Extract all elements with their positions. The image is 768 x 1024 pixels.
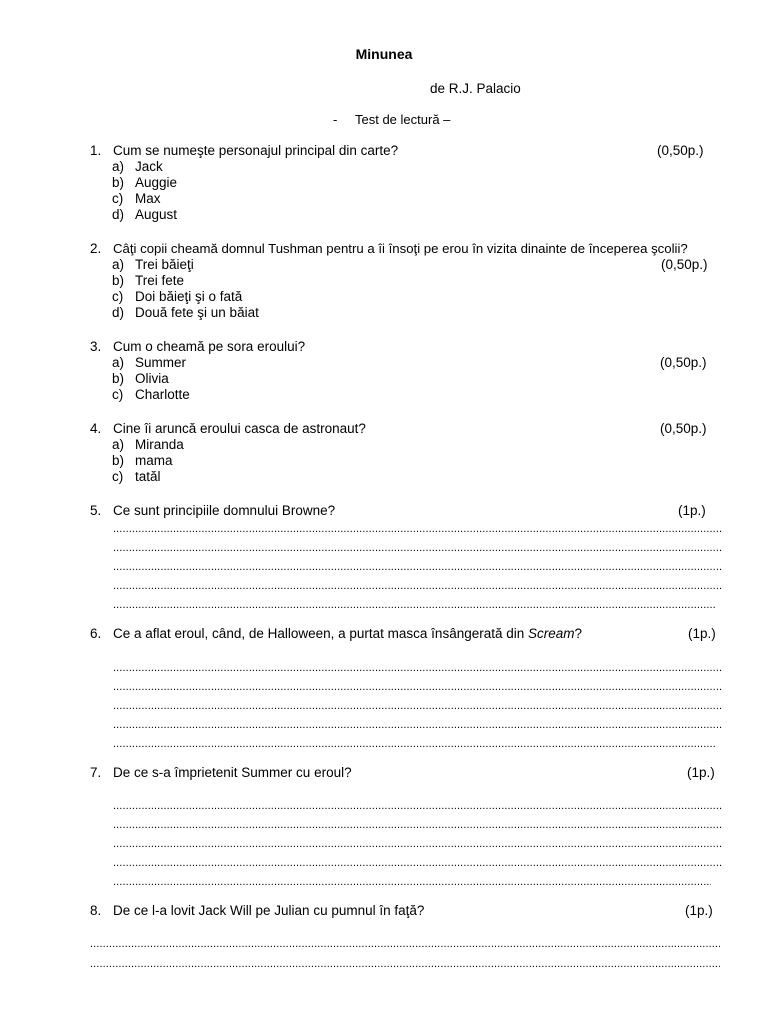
question-number: 3. xyxy=(90,339,102,354)
answer-line[interactable] xyxy=(113,876,711,888)
question-points: (0,50p.) xyxy=(660,355,707,370)
answer-option xyxy=(90,175,730,191)
answer-line[interactable] xyxy=(113,662,723,674)
answer-line[interactable] xyxy=(113,857,723,869)
question-text xyxy=(113,626,582,642)
question-number: 7. xyxy=(90,765,102,780)
question-8 xyxy=(90,903,730,919)
subtitle-line xyxy=(333,112,450,127)
answer-line[interactable] xyxy=(113,800,723,812)
question-text-italic: Scream xyxy=(528,626,575,641)
answer-line[interactable] xyxy=(90,938,720,950)
question-text-end: ? xyxy=(574,626,583,641)
question-text: Ce sunt principiile domnului Browne? xyxy=(113,503,336,518)
question-number: 1. xyxy=(90,143,102,158)
option-letter: b) xyxy=(112,453,125,468)
question-number: 8. xyxy=(90,903,102,918)
page-title: Minunea xyxy=(355,46,413,62)
answer-option xyxy=(90,207,730,223)
option-text: Charlotte xyxy=(135,387,190,402)
question-3 xyxy=(90,339,730,403)
question-text: Cine îi aruncă eroului casca de astronaut? xyxy=(113,421,366,436)
question-text: Câţi copii cheamă domnul Tushman pentru a îi însoţi pe erou în vizita dinainte de începerea şcolii? xyxy=(113,241,688,256)
option-letter: c) xyxy=(112,289,124,304)
option-letter: c) xyxy=(112,469,124,484)
question-2 xyxy=(90,241,730,321)
answer-line[interactable] xyxy=(113,599,715,611)
answer-line[interactable] xyxy=(113,580,723,592)
subtitle-text: Test de lectură – xyxy=(355,112,451,127)
question-points: (1p.) xyxy=(678,503,706,518)
option-letter: b) xyxy=(112,175,125,190)
option-text: Olivia xyxy=(135,371,169,386)
answer-option xyxy=(90,273,730,289)
answer-line[interactable] xyxy=(113,523,723,535)
option-letter: b) xyxy=(112,273,125,288)
question-text: Cum o cheamă pe sora eroului? xyxy=(113,339,306,354)
option-text: Două fete şi un băiat xyxy=(135,305,259,320)
question-6 xyxy=(90,626,730,642)
option-text: Max xyxy=(135,191,161,206)
answer-line[interactable] xyxy=(113,542,723,554)
question-text: De ce l-a lovit Jack Will pe Julian cu pumnul în faţă? xyxy=(113,903,425,918)
option-text: Jack xyxy=(135,159,163,174)
answer-line[interactable] xyxy=(113,819,723,831)
answer-option xyxy=(90,469,730,485)
question-4 xyxy=(90,421,730,485)
option-letter: a) xyxy=(112,159,125,174)
option-letter: c) xyxy=(112,387,124,402)
question-points: (1p.) xyxy=(685,903,713,918)
answer-line[interactable] xyxy=(113,719,723,731)
option-letter: a) xyxy=(112,257,125,272)
answer-option xyxy=(90,355,730,371)
answer-line[interactable] xyxy=(113,700,723,712)
subtitle-dash: - xyxy=(333,112,338,127)
option-text: Auggie xyxy=(135,175,178,190)
answer-line[interactable] xyxy=(113,838,723,850)
question-text-start: Ce a aflat eroul, când, de Halloween, a purtat masca însângerată din xyxy=(113,626,528,641)
question-number: 2. xyxy=(90,241,102,256)
question-number: 4. xyxy=(90,421,102,436)
question-text: Cum se numeşte personajul principal din carte? xyxy=(113,143,399,158)
answer-option xyxy=(90,257,730,273)
option-text: Summer xyxy=(135,355,187,370)
option-letter: d) xyxy=(112,305,125,320)
answer-line[interactable] xyxy=(90,958,720,970)
option-letter: c) xyxy=(112,191,124,206)
answer-option xyxy=(90,289,730,305)
answer-option xyxy=(90,437,730,453)
question-number: 6. xyxy=(90,626,102,641)
option-text: Trei fete xyxy=(135,273,185,288)
option-text: Doi băieţi şi o fată xyxy=(135,289,243,304)
answer-line[interactable] xyxy=(113,738,715,750)
option-text: Miranda xyxy=(135,437,184,452)
answer-option xyxy=(90,371,730,387)
option-letter: d) xyxy=(112,207,125,222)
option-letter: a) xyxy=(112,355,125,370)
answer-option xyxy=(90,191,730,207)
question-1 xyxy=(90,143,730,223)
option-letter: a) xyxy=(112,437,125,452)
question-points: (0,50p.) xyxy=(660,421,707,436)
question-points: (1p.) xyxy=(687,765,715,780)
question-points: (1p.) xyxy=(688,626,716,641)
option-text: Trei băieţi xyxy=(135,257,194,272)
answer-line[interactable] xyxy=(113,681,723,693)
answer-option xyxy=(90,159,730,175)
question-points: (0,50p.) xyxy=(657,143,704,158)
option-letter: b) xyxy=(112,371,125,386)
answer-line[interactable] xyxy=(113,561,723,573)
question-text: De ce s-a împrietenit Summer cu eroul? xyxy=(113,765,352,780)
question-number: 5. xyxy=(90,503,102,518)
answer-option xyxy=(90,305,730,321)
author-line: de R.J. Palacio xyxy=(430,81,521,96)
question-points: (0,50p.) xyxy=(661,257,708,272)
answer-option xyxy=(90,453,730,469)
option-text: August xyxy=(135,207,178,222)
question-5 xyxy=(90,503,730,519)
question-7 xyxy=(90,765,730,781)
answer-option xyxy=(90,387,730,403)
option-text: mama xyxy=(135,453,173,468)
option-text: tatăl xyxy=(135,469,161,484)
